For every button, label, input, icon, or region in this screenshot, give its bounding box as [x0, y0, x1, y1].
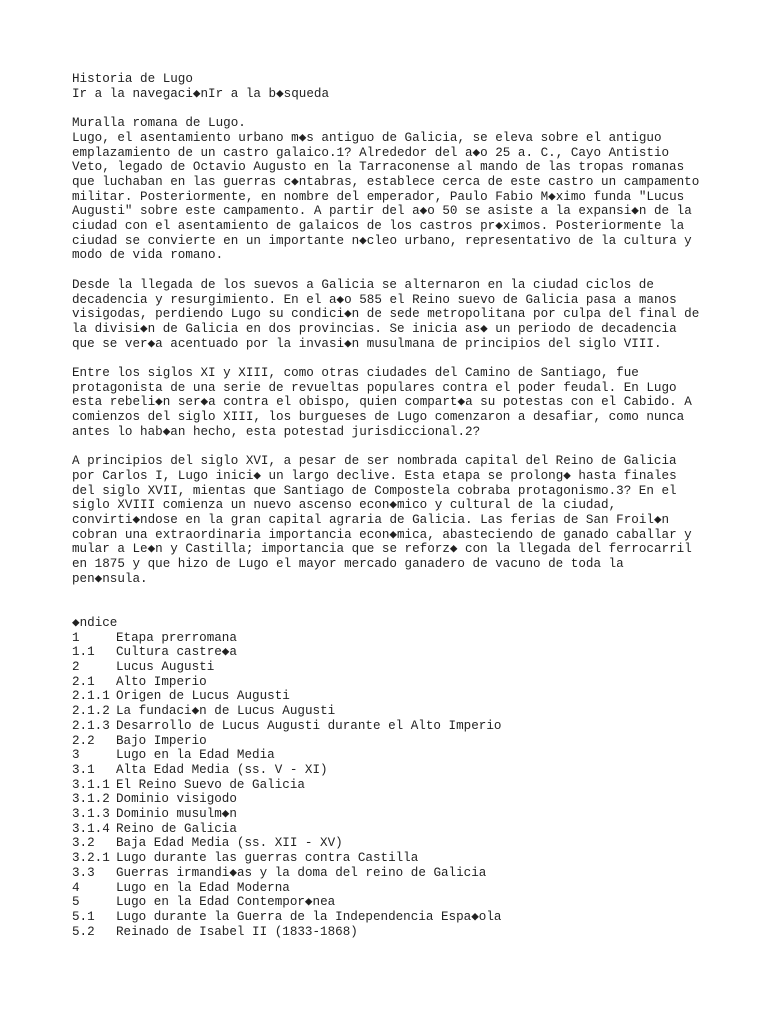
toc-item[interactable] — [72, 734, 712, 749]
toc-item-number: 2.1.1 — [72, 689, 110, 704]
toc-item-label: Reinado de Isabel II (1833-1868) — [116, 924, 358, 939]
toc-item-number: 3.1.1 — [72, 777, 110, 792]
paragraph-3 — [72, 366, 712, 440]
document-page — [72, 72, 712, 939]
toc-item-number: 3.1.2 — [72, 792, 110, 807]
toc-item-number: 3.1 — [72, 762, 95, 777]
toc-item[interactable] — [72, 910, 712, 925]
paragraph-line: A principios del siglo XVI, a pesar de ser nombrada capital del Reino de Galicia — [72, 454, 677, 469]
toc-item-number: 4 — [72, 880, 80, 895]
toc-item-number: 3.1.4 — [72, 821, 110, 836]
paragraph-line: esta rebeli◆n ser◆a contra el obispo, quien compart◆a su potestas con el Cabido. A — [72, 395, 692, 410]
toc-item-label: Reino de Galicia — [116, 821, 237, 836]
paragraph-line: del siglo XVII, mientas que Santiago de Compostela cobraba protagonismo.3? En el — [72, 483, 677, 498]
toc-item-number: 2.2 — [72, 733, 95, 748]
paragraph-4 — [72, 454, 712, 586]
toc-item-label: Guerras irmandi◆as y la doma del reino de Galicia — [116, 865, 487, 880]
paragraph-line: Veto, legado de Octavio Augusto en la Tarraconense al mando de las tropas romanas — [72, 160, 685, 175]
toc-item-label: Etapa prerromana — [116, 630, 237, 645]
paragraph-line: decadencia y resurgimiento. En el a◆o 585 el Reino suevo de Galicia pasa a manos — [72, 292, 677, 307]
toc-item[interactable] — [72, 925, 712, 940]
toc-item-number: 1.1 — [72, 645, 95, 660]
toc-item-number: 2.1.3 — [72, 718, 110, 733]
toc-item-label: Desarrollo de Lucus Augusti durante el Alto Imperio — [116, 718, 502, 733]
paragraph-line: Entre los siglos XI y XIII, como otras ciudades del Camino de Santiago, fue — [72, 366, 639, 381]
paragraph-line: comienzos del siglo XIII, los burgueses de Lugo comenzaron a desafiar, como nunca — [72, 410, 685, 425]
toc-item-number: 5.1 — [72, 910, 95, 924]
paragraph-line: cobran una extraordinaria importancia econ◆mica, abasteciendo de ganado caballar y — [72, 527, 692, 542]
toc-item[interactable] — [72, 704, 712, 719]
toc-item-label: Origen de Lucus Augusti — [116, 689, 290, 704]
toc-item[interactable] — [72, 719, 712, 734]
toc-item-number: 5 — [72, 895, 80, 910]
toc-item[interactable] — [72, 866, 712, 881]
nav-links-line[interactable]: Ir a la navegaci◆nIr a la b◆squeda — [72, 86, 330, 101]
paragraph-line: Desde la llegada de los suevos a Galicia se alternaron en la ciudad ciclos de — [72, 277, 654, 292]
toc-item-number: 2.1.2 — [72, 704, 110, 719]
toc-item-label: Cultura castre◆a — [116, 645, 237, 660]
toc-item[interactable] — [72, 645, 712, 660]
toc-item-label: Alto Imperio — [116, 674, 207, 689]
toc-item-label: Dominio visigodo — [116, 792, 237, 807]
paragraph-line: en 1875 y que hizo de Lugo el mayor mercado ganadero de vacuno de toda la — [72, 557, 624, 572]
toc-item-label: El Reino Suevo de Galicia — [116, 777, 305, 792]
toc-item[interactable] — [72, 836, 712, 851]
paragraph-line: protagonista de una serie de revueltas populares contra el poder feudal. En Lugo — [72, 380, 677, 395]
toc-item-label: Baja Edad Media (ss. XII - XV) — [116, 836, 343, 851]
paragraph-line: Lugo, el asentamiento urbano m◆s antiguo de Galicia, se eleva sobre el antiguo — [72, 130, 662, 145]
paragraph-line: que luchaban en las guerras c◆ntabras, establece cerca de este castro un campamento — [72, 174, 700, 189]
paragraph-2 — [72, 278, 712, 352]
paragraph-line: pen◆nsula. — [72, 571, 148, 586]
paragraph-line: antes lo hab◆an hecho, esta potestad jurisdiccional.2? — [72, 424, 481, 439]
paragraph-line: militar. Posteriormente, en nombre del emperador, Paulo Fabio M◆ximo funda "Lucus — [72, 189, 685, 204]
paragraph-line: mular a Le◆n y Castilla; importancia que se reforz◆ con la llegada del ferrocarril — [72, 542, 692, 557]
document-title: Historia de Lugo — [72, 72, 193, 86]
toc-item[interactable] — [72, 881, 712, 896]
toc-item-number: 5.2 — [72, 924, 95, 939]
toc-item-label: La fundaci◆n de Lucus Augusti — [116, 704, 336, 719]
paragraph-line: la divisi◆n de Galicia en dos provincias. Se inicia as◆ un periodo de decadencia — [72, 321, 677, 336]
toc-item-label: Lugo en la Edad Moderna — [116, 880, 290, 895]
paragraph-line: modo de vida romano. — [72, 248, 224, 263]
toc-item[interactable] — [72, 851, 712, 866]
toc-item-label: Bajo Imperio — [116, 733, 207, 748]
toc-item-number: 3.2.1 — [72, 851, 110, 866]
toc-item-label: Lugo en la Edad Media — [116, 748, 275, 763]
toc-item[interactable] — [72, 631, 712, 646]
toc-item-label: Dominio musulm◆n — [116, 807, 237, 822]
toc-item[interactable] — [72, 895, 712, 910]
toc-item[interactable] — [72, 748, 712, 763]
image-caption: Muralla romana de Lugo. — [72, 116, 246, 131]
toc-item-label: Lugo durante las guerras contra Castilla — [116, 851, 419, 866]
toc-item-number: 3.1.3 — [72, 807, 110, 822]
toc-item-number: 3.2 — [72, 836, 95, 851]
toc-item-label: Lugo durante la Guerra de la Independencia Espa◆ola — [116, 910, 502, 924]
toc-item[interactable] — [72, 675, 712, 690]
toc-item[interactable] — [72, 660, 712, 675]
paragraph-line: por Carlos I, Lugo inici◆ un largo declive. Esta etapa se prolong◆ hasta finales — [72, 468, 677, 483]
toc-item-label: Lucus Augusti — [116, 660, 215, 675]
paragraph-line: Augusti" sobre este campamento. A partir del a◆o 50 se asiste a la expansi◆n de la — [72, 204, 692, 219]
toc-item[interactable] — [72, 822, 712, 837]
toc-item-number: 1 — [72, 630, 80, 645]
toc-item[interactable] — [72, 763, 712, 778]
paragraph-line: ciudad con el asentamiento de galaicos de los castros pr◆ximos. Posteriormente la — [72, 219, 685, 234]
paragraph-line: convirti◆ndose en la gran capital agraria de Galicia. Las ferias de San Froil◆n — [72, 513, 670, 528]
paragraph-line: ciudad se convierte en un importante n◆cleo urbano, representativo de la cultura y — [72, 233, 692, 248]
table-of-contents — [72, 616, 712, 939]
toc-item-label: Lugo en la Edad Contempor◆nea — [116, 895, 336, 910]
toc-item[interactable] — [72, 792, 712, 807]
toc-item-number: 3 — [72, 748, 80, 763]
toc-heading: ◆ndice — [72, 615, 118, 630]
paragraph-line: siglo XVIII comienza un nuevo ascenso econ◆mico y cultural de la ciudad, — [72, 498, 617, 513]
paragraph-line: que se ver◆a acentuado por la invasi◆n musulmana de principios del siglo VIII. — [72, 336, 662, 351]
toc-item-label: Alta Edad Media (ss. V - XI) — [116, 762, 328, 777]
toc-item-number: 2.1 — [72, 674, 95, 689]
paragraph-1 — [72, 131, 712, 263]
toc-item[interactable] — [72, 778, 712, 793]
toc-item[interactable] — [72, 807, 712, 822]
toc-item-number: 2 — [72, 660, 80, 675]
paragraph-line: emplazamiento de un castro galaico.1? Alrededor del a◆o 25 a. C., Cayo Antistio — [72, 145, 670, 160]
toc-item-number: 3.3 — [72, 865, 95, 880]
toc-item[interactable] — [72, 689, 712, 704]
paragraph-line: visigodas, perdiendo Lugo su condici◆n de sede metropolitana por culpa del final de — [72, 307, 700, 322]
